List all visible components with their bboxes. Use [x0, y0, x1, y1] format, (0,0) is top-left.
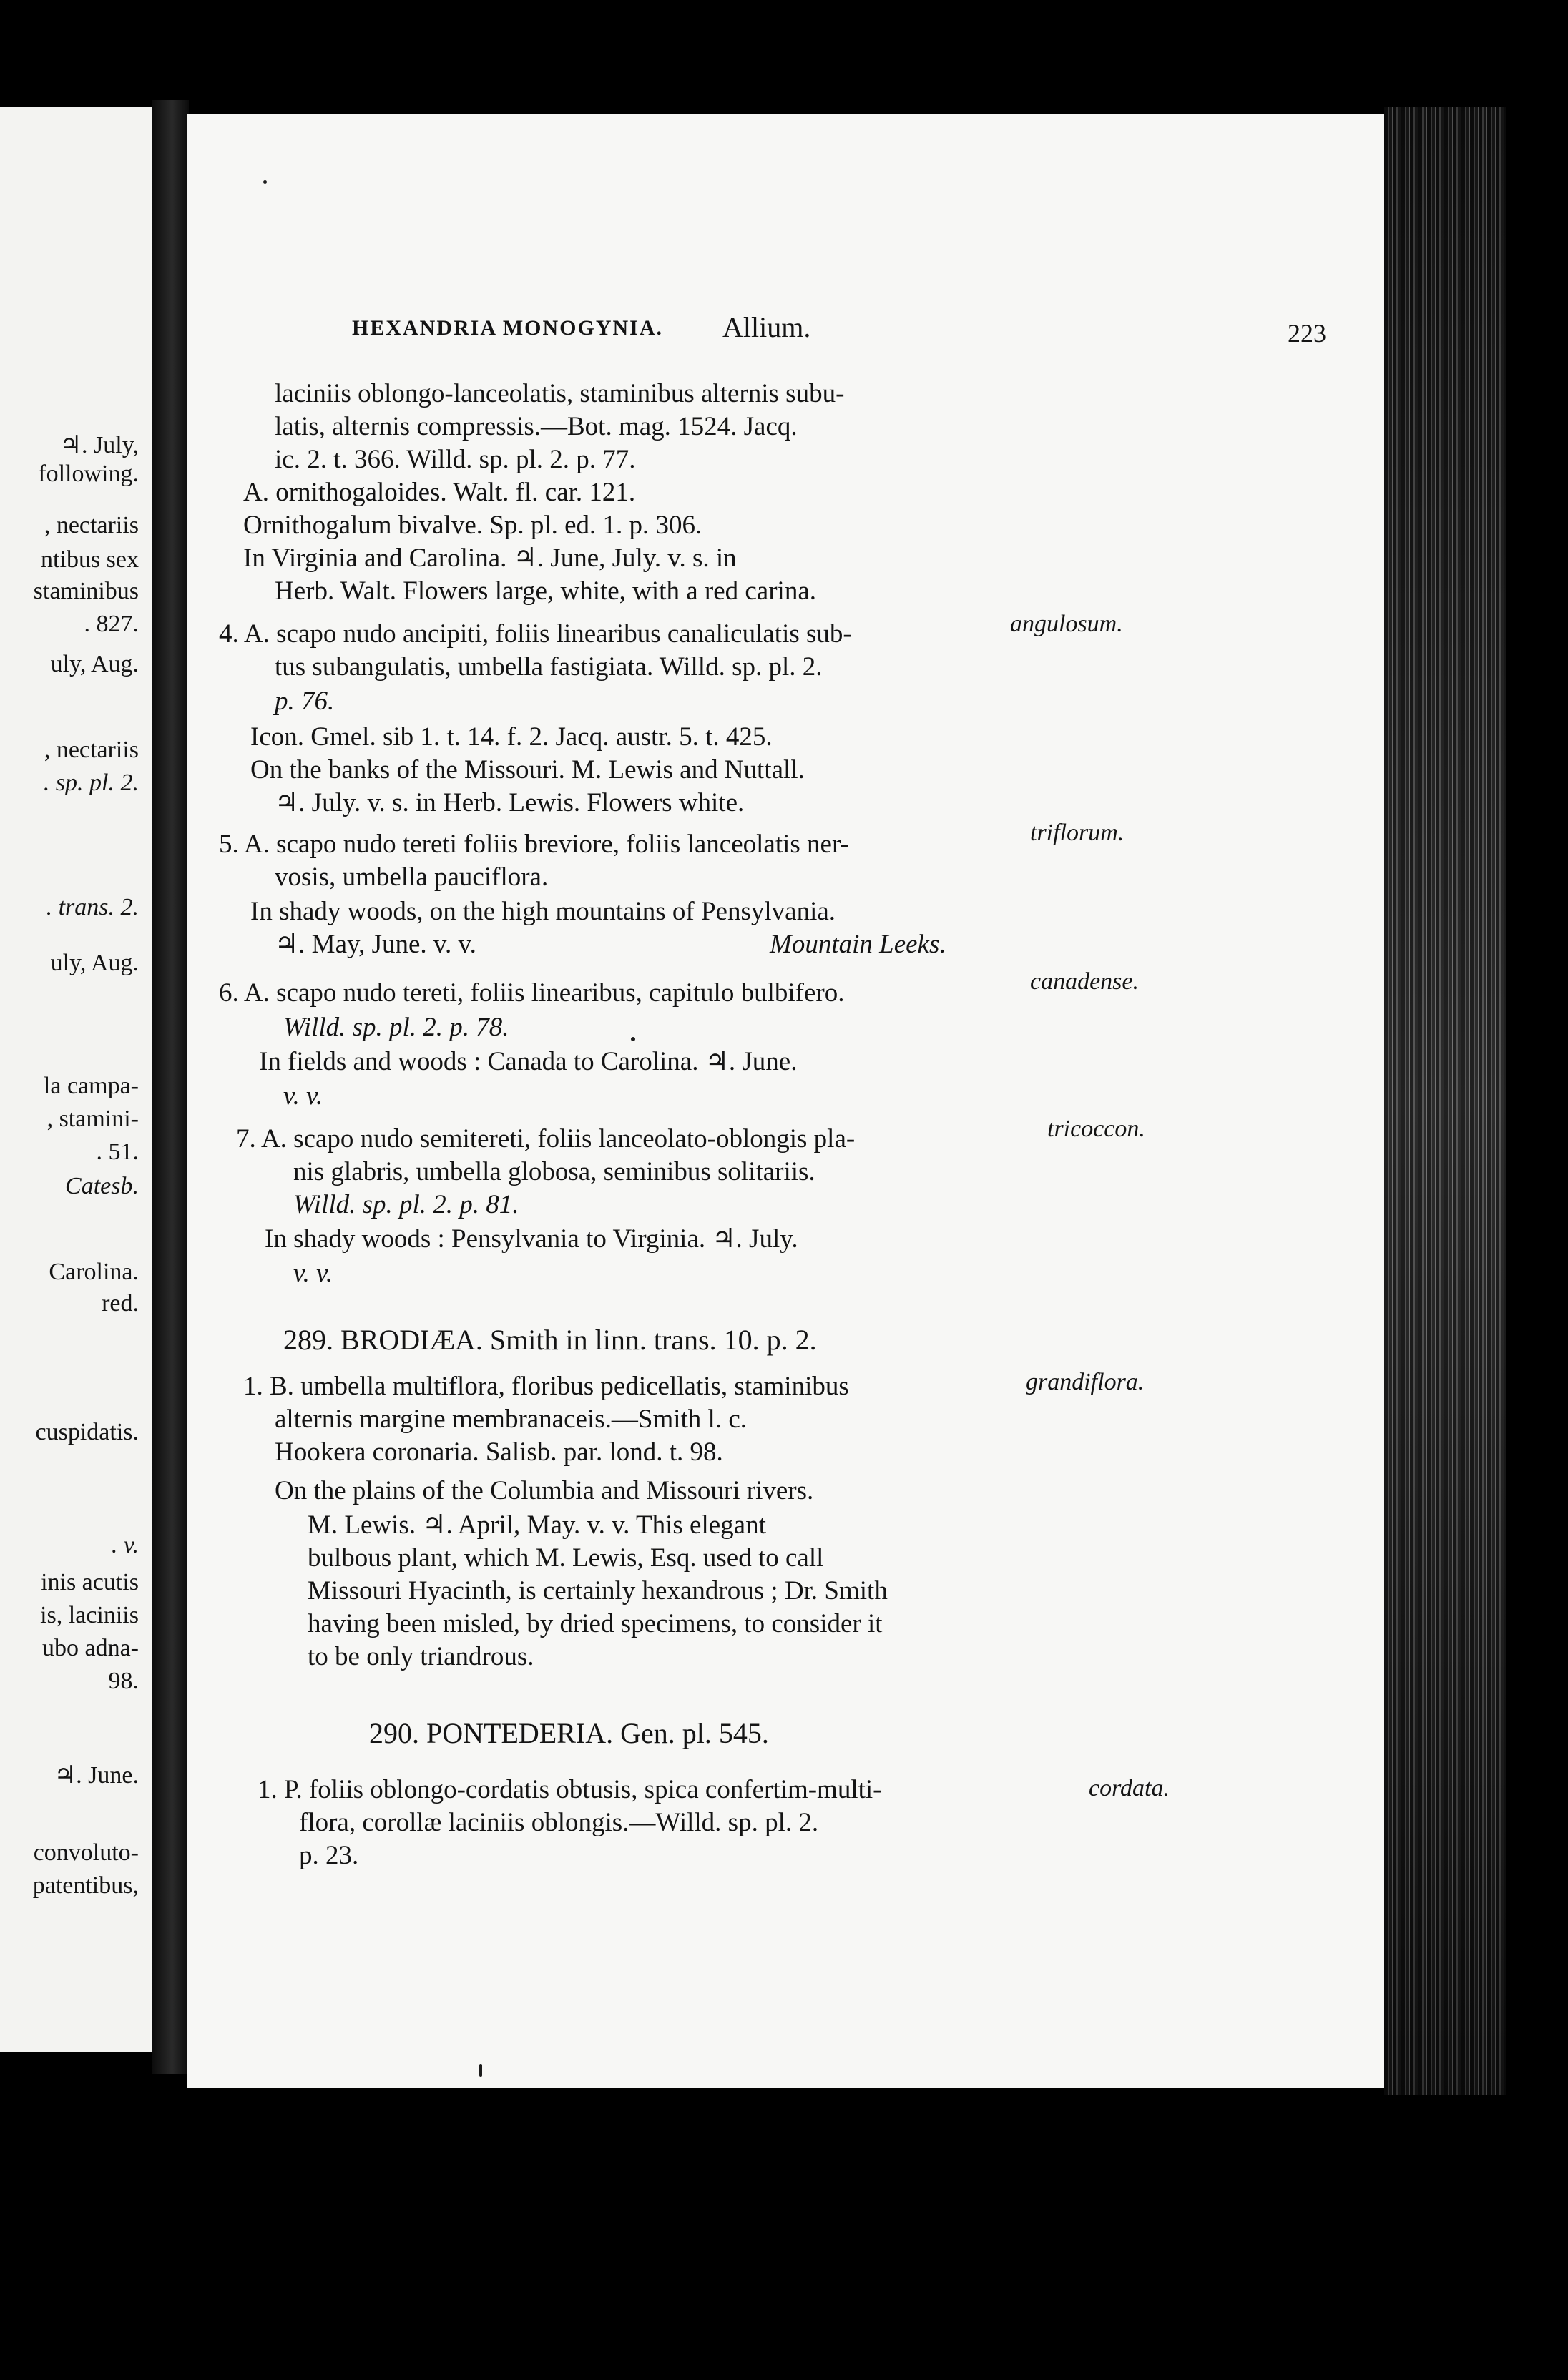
prev-page-line: , stamini-	[46, 1106, 139, 1132]
text-line: 6. A. scapo nudo tereti, foliis linearibus, capitulo bulbifero.	[219, 978, 845, 1008]
text-line: On the banks of the Missouri. M. Lewis and Nuttall.	[250, 755, 805, 785]
text-line: Willd. sp. pl. 2. p. 78.	[283, 1013, 509, 1042]
text-line: flora, corollæ laciniis oblongis.—Willd. sp. pl. 2.	[299, 1808, 819, 1837]
text-line: ic. 2. t. 366. Willd. sp. pl. 2. p. 77.	[275, 445, 636, 474]
text-line: A. ornithogaloides. Walt. fl. car. 121.	[243, 478, 636, 507]
prev-page-line: ubo adna-	[41, 1635, 139, 1661]
text-line: In Virginia and Carolina. ♃. June, July. v. s. in	[243, 544, 737, 573]
prev-page-line: . 51.	[96, 1139, 139, 1165]
margin-species-name: angulosum.	[1010, 611, 1123, 637]
text-line: Icon. Gmel. sib 1. t. 14. f. 2. Jacq. austr. 5. t. 425.	[250, 722, 773, 752]
margin-species-name: tricoccon.	[1047, 1116, 1145, 1142]
prev-page-line: red.	[102, 1290, 139, 1317]
prev-page-line: . 827.	[84, 611, 139, 637]
prev-page-line: inis acutis	[41, 1569, 139, 1595]
text-line: having been misled, by dried specimens, to consider it	[308, 1609, 883, 1638]
text-line: to be only triandrous.	[308, 1642, 534, 1671]
text-line: laciniis oblongo-lanceolatis, staminibus alternis subu-	[275, 379, 845, 408]
margin-species-name: canadense.	[1030, 968, 1140, 995]
text-line: Hookera coronaria. Salisb. par. lond. t. 98.	[275, 1437, 723, 1467]
page-block-shading	[1384, 107, 1506, 2095]
dust-speck	[479, 2064, 482, 2077]
running-header-genus: Allium.	[722, 311, 811, 343]
text-line: ♃. July. v. s. in Herb. Lewis. Flowers white.	[275, 788, 745, 817]
prev-page-line: . trans. 2.	[46, 894, 139, 920]
prev-page-line: staminibus	[33, 578, 139, 604]
text-line: v. v.	[293, 1259, 333, 1288]
text-line: 1. P. foliis oblongo-cordatis obtusis, spica confertim-multi-	[258, 1775, 882, 1804]
prev-page-line: convoluto-	[33, 1839, 139, 1866]
prev-page-line: la campa-	[43, 1073, 139, 1099]
prev-page-line: Catesb.	[65, 1173, 139, 1199]
text-line: Missouri Hyacinth, is certainly hexandrous ; Dr. Smith	[308, 1576, 888, 1605]
text-line: Mountain Leeks.	[770, 930, 946, 959]
prev-page-line: is, laciniis	[40, 1602, 139, 1628]
text-line: ♃. May, June. v. v.	[275, 930, 476, 959]
prev-page-line: ntibus sex	[41, 546, 139, 573]
genus-heading: 289. BRODIÆA. Smith in linn. trans. 10. p. 2.	[283, 1324, 817, 1356]
text-line: M. Lewis. ♃. April, May. v. v. This elegant	[308, 1510, 766, 1540]
prev-page-line: patentibus,	[32, 1872, 139, 1899]
prev-page-line: Carolina.	[49, 1259, 139, 1285]
margin-species-name: cordata.	[1089, 1775, 1170, 1801]
text-line: On the plains of the Columbia and Missouri rivers.	[275, 1476, 814, 1505]
text-line: vosis, umbella pauciflora.	[275, 862, 549, 892]
text-line: latis, alternis compressis.—Bot. mag. 1524. Jacq.	[275, 412, 798, 441]
text-line: 5. A. scapo nudo tereti foliis breviore, foliis lanceolatis ner-	[219, 830, 849, 859]
text-line: 7. A. scapo nudo semitereti, foliis lanceolato-oblongis pla-	[236, 1124, 856, 1154]
text-line: v. v.	[283, 1081, 323, 1111]
text-line: bulbous plant, which M. Lewis, Esq. used to call	[308, 1543, 824, 1573]
prev-page-line: 98.	[108, 1668, 139, 1694]
text-line: 4. A. scapo nudo ancipiti, foliis linearibus canaliculatis sub-	[219, 619, 852, 649]
text-line: In shady woods : Pensylvania to Virginia. ♃. July.	[265, 1224, 798, 1254]
dust-speck	[631, 1037, 635, 1041]
text-line: Herb. Walt. Flowers large, white, with a red carina.	[275, 576, 817, 606]
text-line: In fields and woods : Canada to Carolina. ♃. June.	[259, 1047, 798, 1076]
text-line: p. 76.	[275, 687, 335, 716]
prev-page-line: uly, Aug.	[50, 950, 139, 976]
book-gutter	[152, 100, 189, 2074]
text-line: Willd. sp. pl. 2. p. 81.	[293, 1190, 519, 1219]
prev-page-line: following.	[38, 461, 139, 487]
prev-page-line: ♃. June.	[54, 1762, 139, 1789]
margin-species-name: grandiflora.	[1026, 1369, 1145, 1395]
text-line: Ornithogalum bivalve. Sp. pl. ed. 1. p. 306.	[243, 511, 702, 540]
prev-page-line: uly, Aug.	[50, 651, 139, 677]
text-line: nis glabris, umbella globosa, seminibus solitariis.	[293, 1157, 815, 1186]
dust-speck	[263, 180, 267, 184]
prev-page-line: , nectariis	[44, 512, 139, 539]
prev-page-line: ♃. July,	[59, 432, 139, 458]
text-line: tus subangulatis, umbella fastigiata. Willd. sp. pl. 2.	[275, 652, 823, 682]
prev-page-line: . sp. pl. 2.	[43, 769, 139, 796]
text-line: alternis margine membranaceis.—Smith l. c.	[275, 1405, 748, 1434]
text-line: p. 23.	[299, 1841, 359, 1870]
margin-species-name: triflorum.	[1030, 820, 1124, 846]
page-number: 223	[1288, 319, 1326, 348]
previous-page-fragment	[0, 107, 152, 2052]
prev-page-line: , nectariis	[44, 737, 139, 763]
genus-heading: 290. PONTEDERIA. Gen. pl. 545.	[369, 1717, 769, 1749]
prev-page-line: . v.	[111, 1532, 139, 1558]
text-line: In shady woods, on the high mountains of Pensylvania.	[250, 897, 836, 926]
prev-page-line: cuspidatis.	[35, 1419, 139, 1445]
text-line: 1. B. umbella multiflora, floribus pedicellatis, staminibus	[243, 1372, 849, 1401]
running-header: HEXANDRIA MONOGYNIA.	[352, 316, 664, 340]
